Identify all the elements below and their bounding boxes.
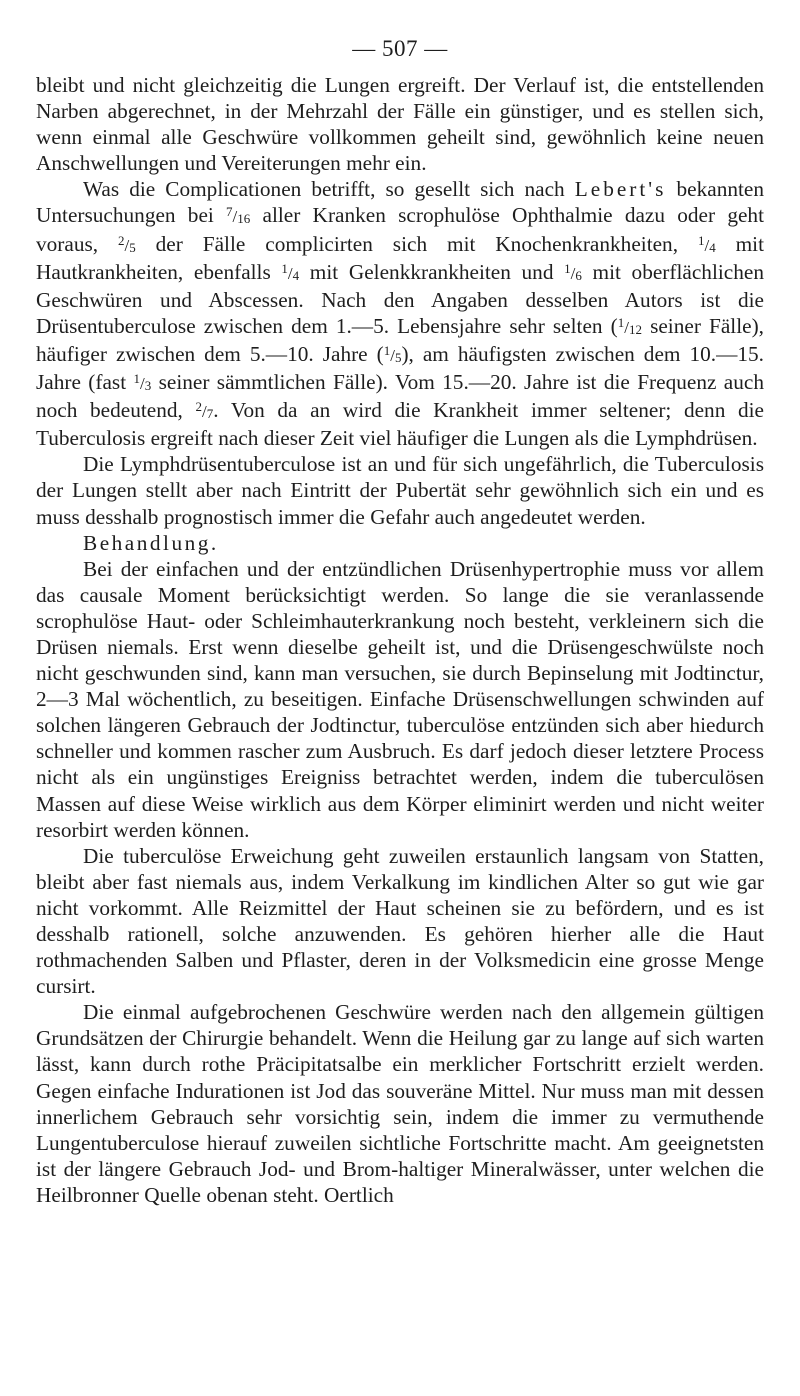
body-text — [36, 72, 764, 1208]
section-heading: Behandlung. — [83, 530, 219, 555]
page-number: — 507 — — [352, 36, 448, 61]
paragraph-4: Bei der einfachen und der entzündlichen Drüsenhypertrophie muss vor allem das causale Moment berücksichtigt werden. So lange die sie veranlassende scrophulöse Haut- oder Schleimhauterkrankung noch besteht, verkleinern sich die Drüsen niemals. Erst wenn dieselbe geheilt ist, und die Drüsengeschwülste noch nicht geschwunden sind, kann man versuchen, sie durch Bepinselung mit Jodtinctur, 2—3 Mal wöchentlich, zu beseitigen. Einfache Drüsenschwellungen schwinden auf solchen längeren Gebrauch der Jodtinctur, tuberculöse entzünden sich aber hiedurch schneller und kommen rascher zum Ausbruch. Es darf jedoch dieser letztere Process nicht als ein ungünstiges Ereigniss betrachtet werden, indem die tuberculösen Massen auf diese Weise wirklich aus dem Körper eliminirt werden und nicht weiter resorbirt werden können. — [36, 556, 764, 842]
paragraph-2: Was die Complicationen betrifft, so gesellt sich nach Lebert's bekannten Untersuchungen bei $^7$/16 aller Kranken scrophulöse Ophthalmie dazu oder geht voraus, $^2$/5 der Fälle complicirten sich mit Knochenkrankheiten, $^1$/4 mit Hautkrankheiten, ebenfalls $^1$/4 mit Gelenkkrankheiten und $^1$/6 mit oberflächlichen Geschwüren und Abscessen. Nach den Angaben desselben Autors ist die Drüsentuberculose zwischen dem 1.—5. Lebensjahre sehr selten ($^1$/12 seiner Fälle), häufiger zwischen dem 5.—10. Jahre ($^1$/5), am häufigsten zwischen dem 10.—15. Jahre (fast $^1$/3 seiner sämmtlichen Fälle). Vom 15.—20. Jahre ist die Frequenz auch noch bedeutend, $^2$/7. Von da an wird die Krankheit immer seltener; denn die Tuberculosis ergreift nach dieser Zeit viel häufiger die Lungen als die Lymphdrüsen. — [36, 177, 765, 451]
paragraph-6: Die einmal aufgebrochenen Geschwüre werden nach den allgemein gültigen Grundsätzen der Chirurgie behandelt. Wenn die Heilung gar zu lange auf sich warten lässt, kann durch rothe Präcipitatsalbe ein merklicher Fortschritt erzielt werden. Gegen einfache Indurationen ist Jod das souveräne Mittel. Nur muss man mit dessen innerlichem Gebrauch sehr vorsichtig sein, indem die immer zu vermuthende Lungentuberculose hierauf zuweilen sichtliche Fortschritte macht. Am geeignetsten ist der längere Gebrauch Jod- und Brom-haltiger Mineralwässer, unter welchen die Heilbronner Quelle obenan steht. Oertlich — [36, 1000, 764, 1207]
paragraph-1: bleibt und nicht gleichzeitig die Lungen ergreift. Der Verlauf ist, die entstellenden Narben abgerechnet, in der Mehrzahl der Fälle ein günstiger, und es stellen sich, wenn einmal alle Geschwüre vollkommen geheilt sind, gewöhnlich keine neuen Anschwellungen und Vereiterungen mehr ein. — [36, 73, 764, 176]
author-name: Lebert's — [574, 177, 667, 202]
paragraph-3: Die Lymphdrüsentuberculose ist an und für sich ungefährlich, die Tuberculosis der Lungen stellt aber nach Eintritt der Pubertät sehr gewöhnlich sich ein und es muss desshalb prognostisch immer die Gefahr auch angedeutet werden. — [36, 452, 764, 529]
fraction-denominator: 16 — [237, 211, 251, 227]
paragraph-5: Die tuberculöse Erweichung geht zuweilen erstaunlich langsam von Statten, bleibt aber fast niemals aus, indem Verkalkung im kindlichen Alter so gut wie gar nicht vorkommt. Alle Reizmittel der Haut scheinen sie zu befördern, und es ist desshalb rationell, solche anzuwenden. Es gehören hierher alle die Haut rothmachenden Salben und Pflaster, deren in der Volksmedicin eine grosse Menge cursirt. — [36, 843, 764, 999]
fraction-numerator: 7 — [226, 204, 233, 220]
